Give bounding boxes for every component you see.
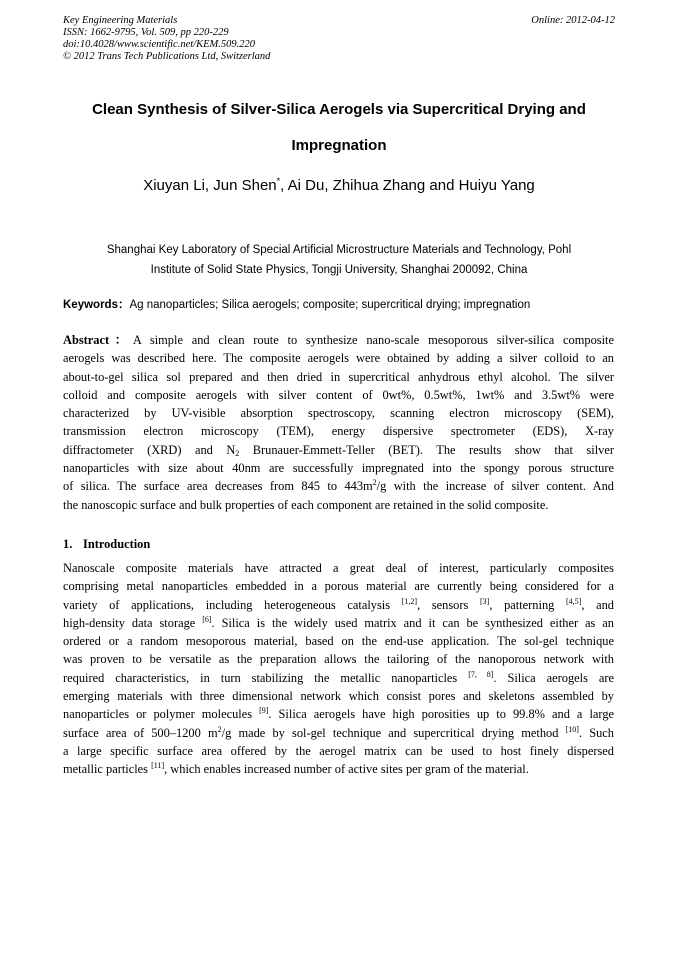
abstract-line: the nanoscopic surface and bulk properties of each component are retained in the solid composite. xyxy=(63,497,549,512)
intro-line xyxy=(63,614,614,632)
intro-text: variety of applications, including heterogeneous catalysis xyxy=(63,597,402,612)
abstract xyxy=(63,331,614,514)
affiliation xyxy=(63,240,615,280)
citation: [6] xyxy=(202,614,212,624)
intro-text: , and xyxy=(581,597,615,612)
intro-text: nanoparticles or polymer molecules xyxy=(63,707,260,722)
keywords-text: Ag nanoparticles; Silica aerogels; composite; supercritical drying; impregnation xyxy=(129,299,531,311)
abstract-text: A simple and clean route to synthesize nano-scale mesoporous silver-silica composite xyxy=(132,333,614,347)
section-heading xyxy=(63,535,150,553)
title-line: Impregnation xyxy=(291,137,387,154)
abstract-line: transmission electron microscopy (TEM), energy dispersive spectrometer (EDS), X-ray xyxy=(63,424,614,439)
author-list xyxy=(63,175,615,197)
abstract-text: Brunauer-Emmett-Teller (BET). The results show that silver xyxy=(239,442,614,457)
intro-line: Nanoscale composite materials have attracted a great deal of interest, particularly composites xyxy=(63,561,614,575)
superscript: 2 xyxy=(372,478,377,488)
doi-line: doi:10.4028/www.scientific.net/KEM.509.220 xyxy=(63,39,255,50)
citation: [1,2] xyxy=(401,596,418,606)
section-number: 1. xyxy=(63,537,73,551)
intro-text: surface area of 500–1200 m xyxy=(63,725,218,740)
intro-line: was proven to be versatile as the preparation allows the tailoring of the nanoporous network with xyxy=(63,652,614,667)
intro-text: . Silica is the widely used matrix and it can be synthesized either as an xyxy=(211,615,614,630)
journal-name: Key Engineering Materials xyxy=(63,15,178,26)
intro-line xyxy=(63,669,614,687)
intro-line xyxy=(63,596,614,614)
intro-text: metallic particles xyxy=(63,762,152,777)
abstract-line: about-to-gel silica sol prepared and then dried in supercritical anhydrous ethyl alcohol. The silver xyxy=(63,369,614,384)
corresponding-author-mark: * xyxy=(276,176,281,186)
superscript: 2 xyxy=(217,724,222,734)
copyright-line: © 2012 Trans Tech Publications Ltd, Switzerland xyxy=(63,51,271,62)
abstract-text: /g with the increase of silver content. And xyxy=(376,479,614,494)
intro-line xyxy=(63,705,614,723)
abstract-line xyxy=(63,441,614,459)
abstract-label: Abstract： xyxy=(63,333,133,347)
intro-text: , sensors xyxy=(417,597,480,612)
citation: [3] xyxy=(480,596,490,606)
intro-text: . Such xyxy=(578,725,614,740)
paper-title xyxy=(63,92,615,164)
intro-text: /g made by sol-gel technique and supercritical drying method xyxy=(221,725,566,740)
abstract-text: diffractometer (XRD) and N xyxy=(63,442,236,457)
subscript: 2 xyxy=(235,448,240,458)
intro-text: required characteristics, in turn stabilizing the metallic nanoparticles xyxy=(63,670,469,685)
abstract-line xyxy=(63,477,614,495)
intro-text: high-density data storage xyxy=(63,615,203,630)
intro-text: , which enables increased number of active sites per gram of the material. xyxy=(164,762,529,777)
online-date: Online: 2012-04-12 xyxy=(531,15,615,26)
abstract-line: aerogels was described here. The composite aerogels were obtained by adding a silver colloid to an xyxy=(63,351,614,366)
abstract-line: characterized by UV-visible absorption spectroscopy, scanning electron microscopy (SEM), xyxy=(63,406,614,421)
citation: [4,5] xyxy=(566,596,582,606)
abstract-line: colloid and composite aerogels with silver content of 0wt%, 0.5wt%, 1wt% and 3.5wt% were xyxy=(63,387,614,402)
intro-text: . Silica aerogels are xyxy=(493,670,614,685)
citation: [11] xyxy=(151,761,165,771)
intro-text: , patterning xyxy=(489,597,567,612)
title-line: Clean Synthesis of Silver-Silica Aerogels via Supercritical Drying and xyxy=(92,101,586,118)
abstract-text: of silica. The surface area decreases from 845 to 443m xyxy=(63,479,373,494)
intro-line: emerging materials with three dimensional network which consist pores and skeletons assembled by xyxy=(63,689,614,704)
keywords-line xyxy=(63,297,623,313)
section-title: Introduction xyxy=(83,537,151,551)
issn-line: ISSN: 1662-9795, Vol. 509, pp 220-229 xyxy=(63,27,229,38)
intro-line: a large specific surface area offered by the aerogel matrix can be used to host finely dispersed xyxy=(63,743,614,758)
intro-line xyxy=(63,724,614,742)
intro-line xyxy=(63,760,614,778)
intro-line: ordered or a random mesoporous material, based on the end-use application. The sol-gel technique xyxy=(63,634,614,649)
citation: [9] xyxy=(259,706,269,716)
journal-header xyxy=(63,15,615,63)
author-names: , Ai Du, Zhihua Zhang and Huiyu Yang xyxy=(280,177,535,194)
citation: [7, 8] xyxy=(468,669,494,679)
affiliation-line: Shanghai Key Laboratory of Special Artificial Microstructure Materials and Technology, Pohl xyxy=(106,244,572,256)
author-names: Xiuyan Li, Jun Shen xyxy=(143,177,277,194)
introduction-paragraph xyxy=(63,559,614,779)
keywords-label: Keywords： xyxy=(63,299,130,311)
citation: [10] xyxy=(565,724,579,734)
abstract-line xyxy=(63,331,614,349)
affiliation-line: Institute of Solid State Physics, Tongji University, Shanghai 200092, China xyxy=(150,264,528,276)
intro-line: comprising metal nanoparticles embedded in a porous material are currently being considered for a xyxy=(63,579,614,594)
intro-text: . Silica aerogels have high porosities up to 99.8% and a large xyxy=(268,707,615,722)
abstract-line: nanoparticles with size about 40nm are successfully impregnated into the spongy porous structure xyxy=(63,461,614,476)
